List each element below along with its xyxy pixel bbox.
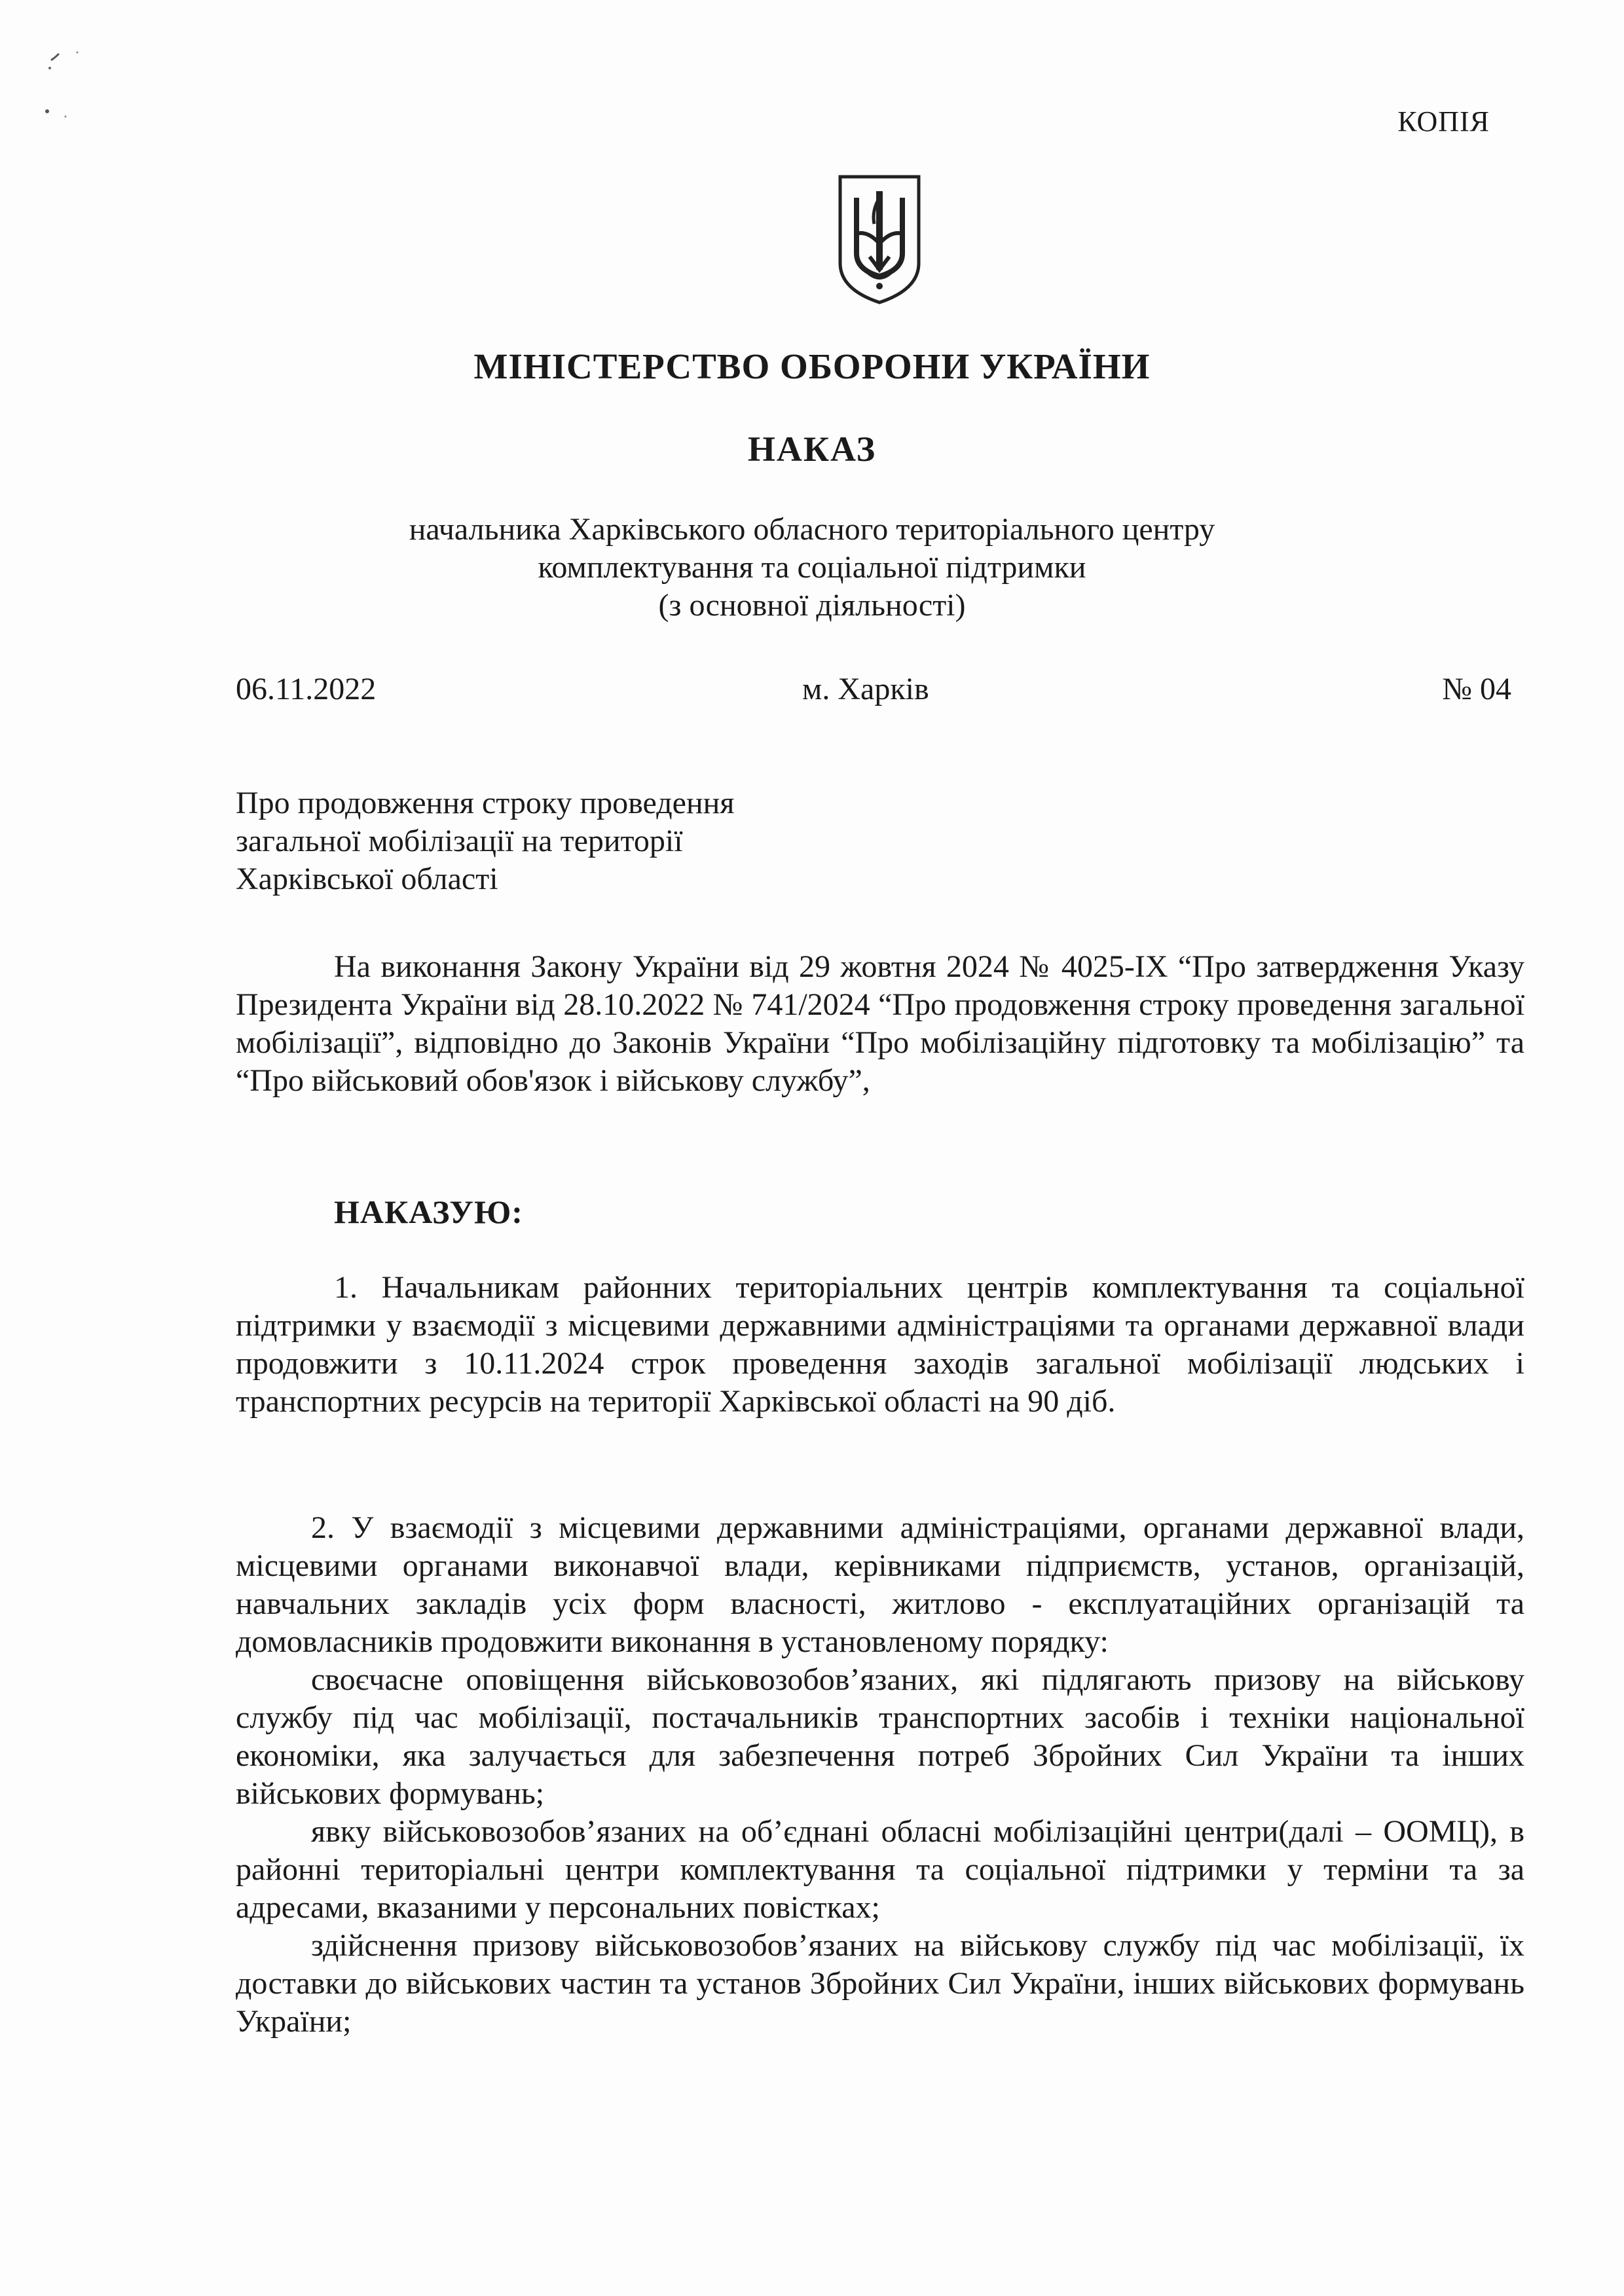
document-number: № 04 (1442, 672, 1511, 706)
document-meta-row (236, 671, 1511, 710)
document-city: м. Харків (802, 672, 929, 706)
copy-mark: КОПІЯ (1397, 105, 1490, 137)
trident-coat-of-arms-icon (834, 172, 925, 306)
order-item-paragraph: явку військовозобов’язаних на об’єднані обласні мобілізаційні центри(далі – ООМЦ), в районні територіальні центри комплектування та соціальної підтримки у терміни та за адресами, вказаними у персональних повістках; (236, 1814, 1524, 1925)
order-item-paragraph: 2. У взаємодії з місцевими державними адміністраціями, органами державної влади, місцевими органами виконавчої влади, керівниками підприємств, установ, організацій, навчальних закладів усіх форм власності, житлово - експлуатаційних організацій та домовласників продовжити виконання в установленому порядку: (236, 1510, 1524, 1659)
subject-line: Харківської області (236, 862, 498, 896)
document-type-title: НАКАЗ (747, 429, 877, 469)
subject-line: Про продовження строку проведення (236, 786, 735, 820)
preamble-paragraph: На виконання Закону України від 29 жовтня 2024 № 4025-IX “Про затвердження Указу Президента України від 28.10.2022 № 741/2024 “Про продовження строку проведення загальної мобілізації”, відповідно до Законів України “Про мобілізаційну підготовку та мобілізацію” та “Про військовий обов'язок і військову службу”, (236, 949, 1524, 1098)
order-item-paragraph: своєчасне оповіщення військовозобов’язаних, які підлягають призову на військову службу під час мобілізації, постачальників транспортних засобів і техніки національної економіки, яка залучається для забезпечення потреб Збройних Сил України та інших військових формувань; (236, 1662, 1524, 1811)
preamble-block (236, 948, 1524, 1100)
order-item-paragraph: здійснення призову військовозобов’язаних на військову службу під час мобілізації, їх доставки до військових частин та установ Збройних Сил України, інших військових формувань України; (236, 1928, 1524, 2039)
document-date: 06.11.2022 (236, 672, 377, 706)
subject-line: загальної мобілізації на території (236, 824, 683, 858)
order-subject (236, 784, 825, 898)
issuer-line: (з основної діяльності) (658, 588, 966, 623)
issuer-block (0, 511, 1624, 625)
order-item-paragraph: 1. Начальникам районних територіальних центрів комплектування та соціальної підтримки у взаємодії з місцевими державними адміністраціями та органами державної влади продовжити з 10.11.2024 строк проведення заходів загальної мобілізації людських і транспортних ресурсів на території Харківської області на 90 діб. (236, 1270, 1524, 1419)
scan-specks (39, 39, 111, 131)
issuer-line: комплектування та соціальної підтримки (538, 550, 1086, 585)
issuer-line: начальника Харківського обласного територіального центру (409, 512, 1215, 547)
ministry-title: МІНІСТЕРСТВО ОБОРОНИ УКРАЇНИ (473, 346, 1151, 386)
order-item-2 (236, 1509, 1524, 2041)
order-heading: НАКАЗУЮ: (334, 1194, 523, 1230)
order-item-1 (236, 1269, 1524, 1421)
